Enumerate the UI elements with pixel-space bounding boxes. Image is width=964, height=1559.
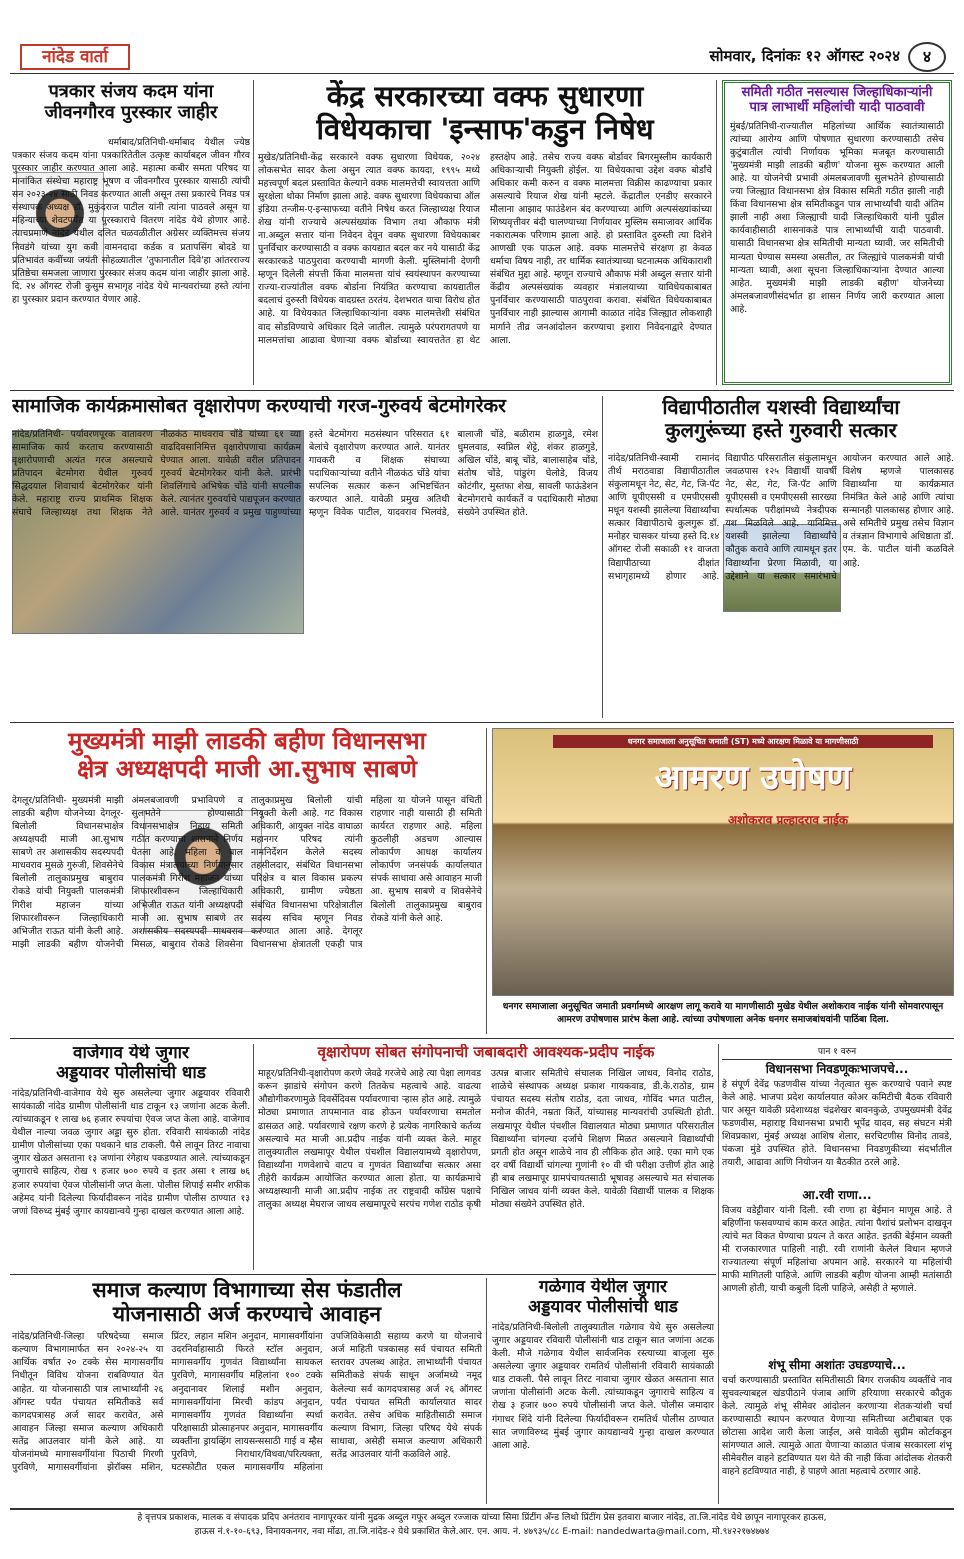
continued-body-3: चर्चा करण्यासाठी प्रस्तावित समितीसाठी बिगर राजकीय व्यक्तींचे नाव सुचवल्याबद्दल खंडपीठाने पंजाब आणि हरियाणा सरकारचे कौतुक केले. त्यामुळे शंभू सीमेवर आंदोलन करणाऱ्या शेतकऱ्यांशी चर्चा करण्यासाठी स्थापन करण्यात येणाऱ्या समितीच्या अटीबाबत एक छोटासा आदेश जारी केला जाईल, असे यावेळी सुप्रीम कोर्टाकडून सांगण्यात आले. त्यामुळे आता येणाऱ्या काळात पंजाब सरकारला शंभू सीमेवरील वाहने हटविण्यात यश येते की नाही किंवा आंदोलक शेतकरी वाहने हटविण्यात नाही, हे पाहणे आता महत्वाचे ठरणार आहे. bbox=[722, 1375, 952, 1478]
headline-line-2: क्षेत्र अध्यक्षपदी माजी आ.सुभाष साबणे bbox=[77, 754, 417, 783]
article-body: नांदेड/प्रतिनिधी-स्वामी रामानंद तीर्थ मराठवाडा विद्यापीठातील संकुलामधून नेट, सेट, गेट, जि-पॅट आणि यूपीएससी व एमपीएससी मधून यशस्वी झालेल्या विद्यार्थ्यांचा सत्कार विद्यापीठाचे कुलगुरू डॉ. मनोहर चासकर यांच्या हस्ते दि.१४ ऑगस्ट रोजी सकाळी ११ वाजता विद्यापीठाच्या दीक्षांत सभागृहामध्ये होणार आहे. विद्यापीठ परिसरातील संकुलामधून जवळपास १२५ विद्यार्थी यावर्षी नेट, सेट, गेट, जि-पॅट आणि यूपीएससी व एमपीएससी सारख्या स्पर्धात्मक परीक्षांमध्ये नेत्रदीपक यश मिळविले आहे. यानिमित्त यशस्वी झालेल्या विद्यार्थ्यांचे कौतुक करावे आणि त्यामधून इतर विद्यार्थ्यांना प्रेरणा मिळावी, या उद्देशाने या सत्कार समारंभाचे आयोजन करण्यात आले आहे. विशेष म्हणजे पालकासह विद्यार्थ्यांना या कार्यक्रमात निमंत्रित केले आहे आणि त्यांचा सन्मानही पालकासह होणार आहे. असे समितीचे प्रमुख तसेच विज्ञान व तंत्रज्ञान विभागाचे अधिष्ठाता डॉ. एम. के. पाटील यांनी कळविले आहे. bbox=[608, 453, 954, 582]
article-galegaon-raid bbox=[492, 1278, 714, 1504]
headline-line-1: वाजेगाव येथे जुगार bbox=[73, 1044, 189, 1063]
headline-line-2: कुलगुरूंच्या हस्ते गुरुवारी सत्कार bbox=[665, 418, 897, 442]
article-tree-nurturing bbox=[258, 1044, 714, 1270]
headline-line-2: पात्र लाभार्थी महिलांची यादी पाठवावी bbox=[749, 99, 925, 115]
article-continued-page1 bbox=[722, 1044, 952, 1504]
headline-line-2: अड्डयावर पोलीसांची धाड bbox=[528, 1296, 678, 1317]
issue-date: सोमवार, दिनांकः १२ ऑगस्ट २०२४ bbox=[709, 47, 900, 65]
row-rule bbox=[10, 390, 954, 391]
hunger-strike-photo bbox=[492, 728, 954, 996]
row-rule bbox=[10, 1274, 716, 1275]
article-social-welfare-scheme bbox=[12, 1278, 482, 1504]
article-body: देगलूर/प्रतिनिधी- मुख्यमंत्री माझी लाडकी बहीण योजनेच्या देगलूर-बिलोली विधानसभाक्षेत्र अध्यक्षपदी माजी आ.सुभाष साबणे तर अशासकीय सदस्यपदी माधवराव मुसळे गुरुजी, शिवसेनेचे बिलोली तालुकाप्रमुख बाबुराव रोकडे यांची नियुक्ती पालकमंत्री गिरीश महाजन यांच्या शिफारशीवरून जिल्हाधिकारी अभिजीत राऊत यांनी केली आहे. माझी लाडकी बहीण योजनेची अंमलबजावणी प्रभाविपणे व सुलभतेने होण्यासाठी विधानसभाक्षेत्र निहाय समिती गठीत करण्याचा शासनाने निर्णय घेतला आहे. महिला व बाल विकास मंत्रालयाच्या निर्णयानुसार पालकमंत्री गिरीश महाजन यांच्या शिफारशीवरून जिल्हाधिकारी अभिजीत राऊत यांनी अध्यक्षपदी माजी आ. सुभाष साबणे तर अशासकीय सदस्यपदी माधवराव मिसळ, बाबुराव रोकडे शिवसेना तालुकाप्रमुख बिलोली यांची नियुक्ती केली आहे. गट विकास अधिकारी, आयुक्त नांदेड वाघाळा महानगर परिषद त्यांनी नामनिर्देशन केलेले सदस्य तहसीलदार, संबंधित विधानसभा परिक्षेत्र व बाल विकास प्रकल्प अधिकारी, ग्रामीण ज्येष्ठता संबंधित विधानसभा परिक्षेत्रातील सदस्य सचिव म्हणून निवड करण्यात आला आहे. देगलूर विधानसभा क्षेत्रातली एकही पात्र महिला या योजने पासून वंचिती राहणार नाही यासाठी ही समिती कार्यरत राहणार आहे. महिला कुठलीही अडचण आल्यास लोकार्पण आधक्ष कार्यालय लोकार्पण जनसंपर्क कार्यालयात संपर्क साधावा असे आवाहन माजी आ. सुभाष साबणे व शिवसेनेचे बिलोली तालुकाप्रमुख बाबुराव रोकडे यांनी केले आहे. bbox=[12, 795, 482, 950]
continued-subhead-1: आ.रवी राणा... bbox=[802, 1188, 872, 1202]
article-committee-list bbox=[722, 80, 952, 385]
imprint-line-1: हे वृत्तपत्र प्रकाशक, मालक व संपादक प्रदिप अनंतराव नागापूरकर यांनी मुद्रक अब्दुल गफूर अब्दुल रज्जाक यांच्या सिमा प्रिंटींग अँन्ड लिथो प्रिंटींग प्रेस इतवारा बाजार नांदेड, ता.जि.नांदेड येथे छापून नागापूरकर हाऊस, bbox=[137, 1513, 827, 1523]
headline-line-1: विद्यापीठातील यशस्वी विद्यार्थ्यांचा bbox=[662, 396, 900, 419]
newspaper-logo bbox=[20, 44, 130, 70]
article-university-felicitation bbox=[608, 396, 954, 718]
imprint-footer bbox=[10, 1512, 954, 1552]
column-rule bbox=[718, 1044, 719, 1504]
photo-caption: धनगर समाजाला अनुसूचित जमाती प्रवर्गामध्ये आरक्षण लागू करावे या मागणीसाठी मुखेड येथील अशोकराव नाईक यांनी सोमवारपासून आमरण उपोषणास प्रारंभ केला आहे. त्यांच्या उपोषणाला अनेक धनगर समाजबांधवांनी पाठिंबा दिला. bbox=[502, 1001, 944, 1026]
page-number: ४ bbox=[908, 42, 946, 72]
continued-body-2: विजय वडेट्टीवार यांनी दिली. रवी राणा हा बेईमान माणूस आहे. ते बहिणींना फसवण्याचं काम करत आहेत. त्यांना पैशांचं प्रलोभन दाखवून त्यांचे मत विकत घेण्याचा प्रयत्न ते करत आहेत. इतकी बेईमान व्यक्ती मी राजकारणात पाहिली नाही. रवी राणांनी केलेलं विधान म्हणजे राज्यातल्या संपूर्ण महिलांचा अपमान आहे. सरकारने या महिलांची माफी मागितली पाहिजे. आणि लाडकी बहीण योजना आम्ही मतांसाठी आणली होती, याची कबुली दिली पाहिजे, असेही ते म्हणाले. bbox=[722, 1205, 952, 1295]
column-rule bbox=[253, 80, 254, 385]
banner-name: अशोकराव प्रल्हादराव नाईक bbox=[727, 813, 849, 827]
headline-line-1: मुख्यमंत्री माझी लाडकी बहीण विधानसभा bbox=[68, 728, 426, 755]
masthead bbox=[0, 0, 964, 74]
column-rule bbox=[602, 396, 603, 718]
headline-line-1: गळेगाव येथील जुगार bbox=[539, 1278, 667, 1297]
headline-line-2: विधेयकाचा 'इन्साफ'कडुन निषेध bbox=[316, 112, 654, 147]
article-body: नांदेड/प्रतिनिधी- पर्यावरणपूरक वातावरण सामाजिक कार्य करताच करण्यासाठी वृक्षारोपणाची अत्यंत गरज असल्याचे प्रतिपादन बेटमोगरा येथील गुरुवर्य सिद्धदयाल शिवाचार्य बेटमोगरेकर यांनी केले. महाराष्ट्र राज्य प्राथमिक शिक्षक संघाचे जिल्हाध्यक्ष तथा शिक्षक नेते नीळकंठ माधवराव चोंडे यांच्या ६१ व्या वाढदिवसानिमित्त वृक्षारोपणाचा कार्यक्रम घेण्यात आला. यावेळी वरील प्रतिपादन गुरुवर्य बेटमोगरेकर यांनी केले. प्रारंभी शिवलिंगाचे अभिषेक चोंडे यांनी सपत्नीक केले. त्यानंतर गुरुवर्याचे पाद्यपूजन करण्यात आले. यानंतर गुरुवर्य व प्रमुख पाहुण्यांच्या हस्ते बेटमोगरा मठसंस्थान परिसरात ६१ बेलांचे वृक्षारोपण करण्यात आले. यानंतर गावकरी व शिक्षक संघाच्या पदाधिकाऱ्यांच्या वतीने नीळकंठ चोंडे यांचा सपत्निक सत्कार करून अभिष्टचिंतन करण्यात आले. यावेळी प्रमुख अतिथी म्हणून विवेक पाटील, यादवराव भिलवंडे, बालाजी चोंडे, बळीराम हाळगुडे, रमेश धुमलवाड, स्वप्निल शेट्टे, शंकर हाळगुडे, अखिल चोंडे, बाबू चोंडे, बालासाहेब चोंडे, संतोष चोंडे, पांडुरंग घेलोडे, विजय कोटंगीर, मुस्तफा शेख, सावली फाऊंडेशन बेटमोगराचे कार्यकर्ते व पदाधिकारी मोठ्या संख्येने उपस्थित होते. bbox=[12, 429, 598, 519]
footer-rule bbox=[10, 1508, 954, 1510]
banner-top-line: धनगर समाजाला अनुसूचित जमाती (ST) मध्ये आरक्षण मिळावे या मागणीसाठी bbox=[553, 735, 933, 748]
article-journalist-award bbox=[12, 80, 250, 385]
headline-line-2: अड्डयावर पोलीसांची धाड bbox=[56, 1062, 206, 1083]
article-body: माहूर/प्रतिनिधी-वृक्षारोपण करणे जेवढे गरजेचे आहे त्या पेक्षा लागवड करून झाडांचे संगोपन करणे तितकेच महत्वाचे आहे. वाढत्या औद्योगीकरणामुळे दिवसेंदिवस पर्यावरणाचा ऱ्हास होत आहे. त्यामुळे मोठ्या प्रमाणात तापमानात वाढ होऊन पर्यावरणाचा समतोल ढासळत आहे. पर्यावरणाचे रक्षण करणे हे प्रत्येक नागरिकाचे कर्तव्य असल्याचे मत माजी आ.प्रदीप नाईक यांनी व्यक्त केले. माहूर तालुक्यातील लखमापूर येथील पंचशील विद्यालयामध्ये वृक्षारोपण, विद्यार्थ्यांना गणवेशाचे वाटप व गुणवंत विद्यार्थ्यांचा सत्कार असा तीहेरी कार्यक्रम आयोजित करण्यात आला होता. या कार्यक्रमाचे अध्यक्षस्थानी माजी आ.प्रदीप नाईक तर राष्ट्रवादी काँग्रेस पक्षाचे तालुका अध्यक्ष मेघराज जाधव लखमापूरचे सरपंच गणेश राठोड कृषी उत्पन्न बाजार समितीचे संचालक निखिल जाधव, विनोद राठोड, शाळेचे संस्थापक अध्यक्ष प्रकाश गायकवाड, डी.के.राठोड, ग्राम पंचायत सदस्य संतोष राठोड, दता जाधव, गोविंद भगत पाटील, मनोज कीर्तने, नम्रता किर्ते, यांच्यासह मान्यवरांची उपस्थिती होती. लखमापूर येथील पंचशील विद्यालयात मोठ्या प्रमाणात परिसरातील विद्यार्थ्यांना चांगल्या दर्जाचे शिक्षण मिळत असल्याने विद्यार्थ्यांची प्रगती होत असून शाळेचे नाव ही लौकिक होत आहे. एका मागे एक दर वर्षी विद्यार्थी चांगल्या गुणांनी १० वी ची परीक्षा उत्तीर्ण होत आहे ही बाब लखमापूर ग्रामपंचायतसाठी भूषावह असल्याचे मत संचालक निखिल जाधव यांनी व्यक्त केले. यावेळी विद्यार्थी पालक व शिक्षक मोठ्या संख्येने उपस्थित होते. bbox=[258, 1068, 714, 1210]
banner-title: आमरण उपोषण bbox=[654, 758, 852, 798]
hunger-strike-photo-block bbox=[492, 728, 954, 1034]
row-rule bbox=[10, 1038, 954, 1039]
masthead-rule bbox=[10, 73, 954, 74]
article-body: मुंबई/प्रतिनिधी-राज्यातील महिलांच्या आर्थिक स्वातंत्र्यासाठी त्यांच्या आरोग्य आणि पोषणात सुधारणा करण्यासाठी तसेच कुटुंबातील त्यांची निर्णायक भूमिका मजबूत करण्यासाठी 'मुख्यमंत्री माझी लाडकी बहीण' योजना सुरू करण्यात आली आहे. या योजनेची प्रभावी अंमलबजावणी सुलभतेने होण्यासाठी ज्या जिल्ह्यात विधानसभा क्षेत्र विकास समिती गठीत झाली नाही किंवा विधानसभा क्षेत्र समितीकडून पात्र लाभार्थ्यांची यादी अंतिम झाली नाही अशा जिल्ह्याची यादी जिल्हाधिकारी यांनी पुढील कार्यवाहीसाठी शासनाकडे पात्र लाभार्थ्यांची यादी पाठवावी. यासाठी विधानसभा क्षेत्र समितीची मान्यता घ्यावी. जर समितीची मान्यता घेण्यास समस्या असतील, तर जिल्ह्यांचे पालकमंत्री यांची मान्यता घ्यावी, अशा सूचना जिल्हाधिकाऱ्यांना देण्यात आल्या आहेत. मुख्यमंत्री माझी लाडकी बहीण' योजनेच्या अंमलबजावणीसंदर्भात हा शासन निर्णय जारी करण्यात आला आहे. bbox=[730, 120, 944, 315]
article-body: नांदेड/प्रतिनिधी-बिलोली तालुक्यातील गळेगाव येथे सुरु असलेल्या जुगार अड्डयावर रविवारी पोलीसांनी धाड टाकून सात जणांना अटक केली. मौजे गळेगाव येथील सार्वजनिक रस्त्याच्या बाजूला सुरु असलेल्या जुगार अड्डयावर रामतिर्थ पोलीसांनी रविवारी सायंकाळी धाड टाकली. पैसे लावून तिरट नावाचा जुगार खेळत असताना सात जणांना पोलीसांनी अटक केली. त्यांच्याकडून जुगाराचे साहित्य व रोख ३ हजार ७०० रुपये पोलीसांनी जप्त केले. पोलीस जमादार गंगाधर शिंदे यांनी दिलेल्या फिर्यादीवरून रामतिर्थ पोलीस ठाण्यात सात जणाविरुध्द मुंबई जुगार कायद्यान्वये गुन्हा दाखल करण्यात आला आहे. bbox=[492, 1322, 714, 1451]
article-body: नांदेड/प्रतिनिधी-जिल्हा परिषदेच्या समाज कल्याण विभागामार्फत सन २०२४-२५ या आर्थिक वर्षात २० टक्के सेस मागासवर्गीय निधीतून विविध योजना राबविण्यात येत आहेत. या योजनासाठी पात्र लाभार्थ्यांनी २६ ऑगस्ट पर्यंत पंचायत समितीकडे सर्व कागदपत्रासह अर्ज सादर करावेत, असे आवाहन जिल्हा समाज कल्याण अधिकारी सतेंद्र आउलवार यांनी केले आहे. या योजनांमध्ये मागासवर्गीयांना पिठाची गिरणी पुरविणे, मागासवर्गीयांना झेरॉक्स मशिन, प्रिंटर, लहान मशिन अनुदान, मागासवर्गीयांना उदरनिर्वाहासाठी फिरते स्टॉल अनुदान, मागासवर्गीय गुणवंत विद्यार्थ्यांना सायकल पुरविणे, मागासवर्गीय महिलांना १०० टक्के अनुदानावर शिलाई मशीन अनुदान, मागासवर्गीयांना मिरची कांडप अनुदान, मागासवर्गीय गुणवंत विद्यार्थ्यांना स्पर्धा परिक्षासाठी प्रोत्साहनपर अनुदान, मागासवर्गीय व्यक्तींना ड्रायव्हिंग लायसन्ससाठी गाई व म्हैस पुरविणे, निराधार/विधवा/परित्यक्ता, घटस्फोटीत एकल मागासवर्गीय महिलांना उपजिविकेसाठी सहाय्य करणे या योजनाचे अर्ज माहिती पत्रकासह सर्व पंचायत समिती स्तरावर उपलब्ध आहेत. लाभार्थ्यांनी पंचायत समितीकडे संपर्क साधून अर्जामध्ये नमूद केलेल्या सर्व कागदपत्रासह अर्ज २६ ऑगस्ट पर्यंत पंचायत समिती कार्यालयात सादर करावेत. तसेच अधिक माहितीसाठी समाज कल्याण विभाग, जिल्हा परिषद येथे संपर्क साधावा, असेही समाज कल्याण अधिकारी सतेंद्र आउलवार यांनी कळविले आहे. bbox=[12, 1331, 482, 1473]
row-rule bbox=[10, 722, 954, 723]
continued-body-1: हे संपूर्ण देवेंद्र फडणवीस यांच्या नेतृत्वात सुरू करण्याचे पवाने स्पष्ट केले आहे. भाजपा प्रदेश कार्यालयात कोअर कमिटीची बैठक रविवारी पार असून यावेळी प्रदेशाध्यक्ष चंद्रशेखर बावनकुळे, उपमुख्यमंत्री देवेंद्र फडणवीस, महाराष्ट्र विधानसभा प्रभारी भूपेंद्र यादव, सह संघटन मंत्री शिवप्रकाश, मुंबई अध्यक्ष आशिष शेलार, सरचिटणीस विनोद तावडे, पंकजा मुंडे उपस्थित होते. विधानसभा निवडणुकीच्या संदर्भातील तयारी, आढावा आणि नियोजन या बैठकीत ठरले आहे. bbox=[722, 1079, 952, 1169]
article-ladki-bahin-committee bbox=[12, 728, 482, 1034]
headline: सामाजिक कार्यक्रमासोबत वृक्षारोपण करण्याची गरज-गुरुवर्य बेटमोगरेकर bbox=[12, 396, 506, 417]
column-rule bbox=[253, 1044, 254, 1270]
article-body: मुखेड/प्रतिनिधी-केंद्र सरकारने वक्फ सुधारणा विधेयक, २०२४ लोकसभेत सादर केला असुन त्यात वक्फ कायदा, १९९५ मध्ये महत्त्वपूर्ण बदल प्रस्तावित केल्याने वक्फ मालमत्तेची स्वायत्तता आणि सुरक्षेला धोका निर्माण झाला आहे. वक्फ सुधारणा विधेयकाचा ऑल इंडिया तन्जीम-ए-इन्साफच्या वतीने निषेध करत जिल्हाध्यक्ष रियाज शेख यांनी राज्याचे अल्पसंख्यांक विभाग तथा औकाफ मंत्री ना.अब्दुल सत्तार यांना निवेदन देवून वक्फ सुधारणा विधेयकाबर पुनर्विचार करण्यासाठी व वक्फ कायद्यात बदल कर नये यासाठी केंद्र सरकारकडे पाठपुरावा करण्याची मागणी केली. मुस्लिमांनी देणगी म्हणून दिलेली संपत्ती किंवा मालमत्ता यांचं स्वयंस्थापन करण्याच्या राज्या-राज्यांतील वक्फ बोर्डाना नियंत्रित करण्याचा कायद्यातील बदलाचं दुरुस्ती विधेयक वादग्रस्त ठरतंय. देशभरात याचा विरोध होत आहे. या विधेयकात जिल्हाधिकाऱ्यांना वक्फ मालमत्तेशी संबंधित वाद सोडविण्याचे अधिकार दिले जातील. त्यामुळे परंपरागतपणे या मालमत्तांचा आढावा घेणाऱ्या वक्फ बोर्डाच्या स्वायत्ततेत हा थेट हस्तक्षेप आहे. तसेच राज्य वक्फ बोर्डावर बिगरमुस्लीम कार्यकारी अधिकाऱ्याची नियुक्ती होईल. या विधेयकाचा उद्देश वक्फ बोर्डांचे अधिकार कमी करुन व वक्फ मालमत्ता विक्रीस काढण्याचा प्रकार असल्याचे रियाज शेख यांनी म्हटले. केंद्रातील एनडीए सरकारने मौलाना आझाद फाउंडेशन बंद करण्याच्या आणि अल्पसंख्यांकांच्या शिष्यवृत्तीवर बंदी घालण्याच्या निर्णयावर मुस्लिम समाजावर आर्थिक नकारात्मक परिणाम झाला आहे. हो प्रस्तावित दुरुस्ती त्या दिशेने आणखी एक पाऊल आहे. वक्फ मालमत्तेचे संरक्षण हा केवळ धर्माचा विषय नाही, तर धार्मिक स्वातंत्र्याच्या घटनात्मक अधिकाराशी संबंधित मुद्दा आहे. म्हणून राज्याचे औकाफ मंत्री अब्दुल सत्तार यांनी केंद्रीय अल्पसंख्यांक व्यवहार मंत्रालयाच्या याविधेयकाबाबत पुनर्विचार करण्यासाठी पाठपुरावा करावा. संबंधित विधेयकाबाबत पुनर्विचार नाही झाल्यास आगामी काळात नांदेड जिल्ह्यात लोकशाही मार्गाने तीव्र जनआंदोलन करण्याचा इशारा निवेदनाद्वारे देण्यात आला. bbox=[258, 151, 712, 346]
continued-subhead-2: शंभू सीमा अशांतः उघडण्याचे... bbox=[768, 1358, 906, 1372]
jump-label: पान १ वरुन bbox=[722, 1044, 952, 1060]
headline-line-1: समिती गठीत नसल्यास जिल्हाधिकाऱ्यांनी bbox=[741, 85, 933, 100]
article-body: धर्माबाद/प्रतिनिधी-धर्माबाद येथील ज्येष्ठ पत्रकार संजय कदम यांना पत्रकारितेतील उत्कृष्ट कार्याबद्दल जीवन गौरव पुरस्कार जाहीर करण्यात आला आहे. महात्मा कबीर समता परिषद या मानांकित संस्थेचा महाराष्ट्र भूषण व जीवनगौरव पुरस्कार यासाठी त्यांची सन २०२३-२४ साठी निवड करण्यात आली असून तसा प्रकारचे निवड पत्र संस्थापक अध्यक्ष डॉ. मुकुंदराज पाटील यांनी त्यांना पाठवले असून या महिन्याच्या शेवटपर्यंत या पुरस्काराचे वितरण नांदेड येथे होणार आहे. त्याचप्रमाणे नांदेड येथील दलित चळवळीतील अग्रेसर व्यक्तिमत्त्व संजय निवडंगे यांच्या युग कवी वामनदादा कर्डक व प्रतापसिंग बोदडे या प्रतिभावंत कवींच्या जयंती सोहळ्यातील 'तुफानातील दिवे'हा आंतरराज्य प्रतिष्ठेचा समजला जाणारा पुरस्कार संजय कदम यांना जाहीर झाला आहे. दि. २४ ऑगस्ट रोजी कुसुम सभागृह नांदेड येथे मान्यवरांच्या हस्ते त्यांना हा पुरस्कार प्रदान करण्यात येणार आहे. bbox=[12, 137, 250, 305]
headline: वृक्षारोपण सोबत संगोपनाची जबाबदारी आवश्यक-प्रदीप नाईक bbox=[317, 1044, 655, 1061]
article-wajegaon-raid bbox=[12, 1044, 250, 1270]
article-tree-plantation bbox=[12, 396, 598, 718]
continued-headline: विधानसभा निवडणूकःभाजपचे... bbox=[765, 1062, 909, 1076]
logo-text: नांदेड वार्ता bbox=[42, 47, 108, 67]
column-rule bbox=[716, 80, 717, 385]
imprint-line-2: हाऊस नं.१-१०-६९३, विनायकनगर, नवा मोंढा, ता.जि.नांदेड-२ येथे प्रकाशित केले.आर. एन. आय. नं. ४७९३५/८८ E-mail: nandedwarta@mail.com, मो.९४२२१७४७७४ bbox=[194, 1526, 770, 1537]
headline: पत्रकार संजय कदम यांना जीवनगौरव पुरस्कार जाहीर bbox=[44, 81, 218, 123]
article-body: नांदेड/प्रतिनिधी-वाजेगाव येथे सुरु असलेल्या जुगार अड्डयावर रविवारी सायंकाळी नांदेड ग्रामीण पोलीसांनी धाड टाकून १३ जणांना अटक केली. त्यांच्याकडून १ लाख ७६ हजार रुपयांचा ऐवज जप्त केला आहे. वाजेगाव येथील नाल्या जवळ जुगार अड्डा सुरु होता. रविवारी सायंकाळी नांदेड ग्रामीण पोलीसांच्या एका पथकाने धाड टाकली. पैसे लावून तिरट नावाचा जुगार खेळत असताना १३ जणांना रंगेहाथ पकडण्यात आले. त्यांच्याकडून जुगाराचे साहित्य, रोख ९ हजार ७०० रुपये व इतर असा १ लाख ७६ हजार रुपयांचा ऐवज पोलीसांनी जप्त केला. पोलीस शिपाई समीर शफीक अहेमद यांनी दिलेल्या फिर्यादीवरून नांदेड ग्रामीण पोलीस ठाण्यात १३ जणां विरुध्द मुंबई जुगार कायद्यान्वये गुन्हा दाखल करण्यात आला आहे. bbox=[12, 1088, 250, 1217]
column-rule bbox=[486, 728, 487, 1034]
headline-line-1: समाज कल्याण विभागाच्या सेस फंडातील bbox=[92, 1278, 402, 1302]
column-rule bbox=[486, 1278, 487, 1504]
article-waqf-bill bbox=[258, 80, 712, 385]
headline-line-2: योजनासाठी अर्ज करण्याचे आवाहन bbox=[112, 1302, 382, 1327]
headline-line-1: केंद्र सरकारच्या वक्फ सुधारणा bbox=[326, 80, 644, 113]
